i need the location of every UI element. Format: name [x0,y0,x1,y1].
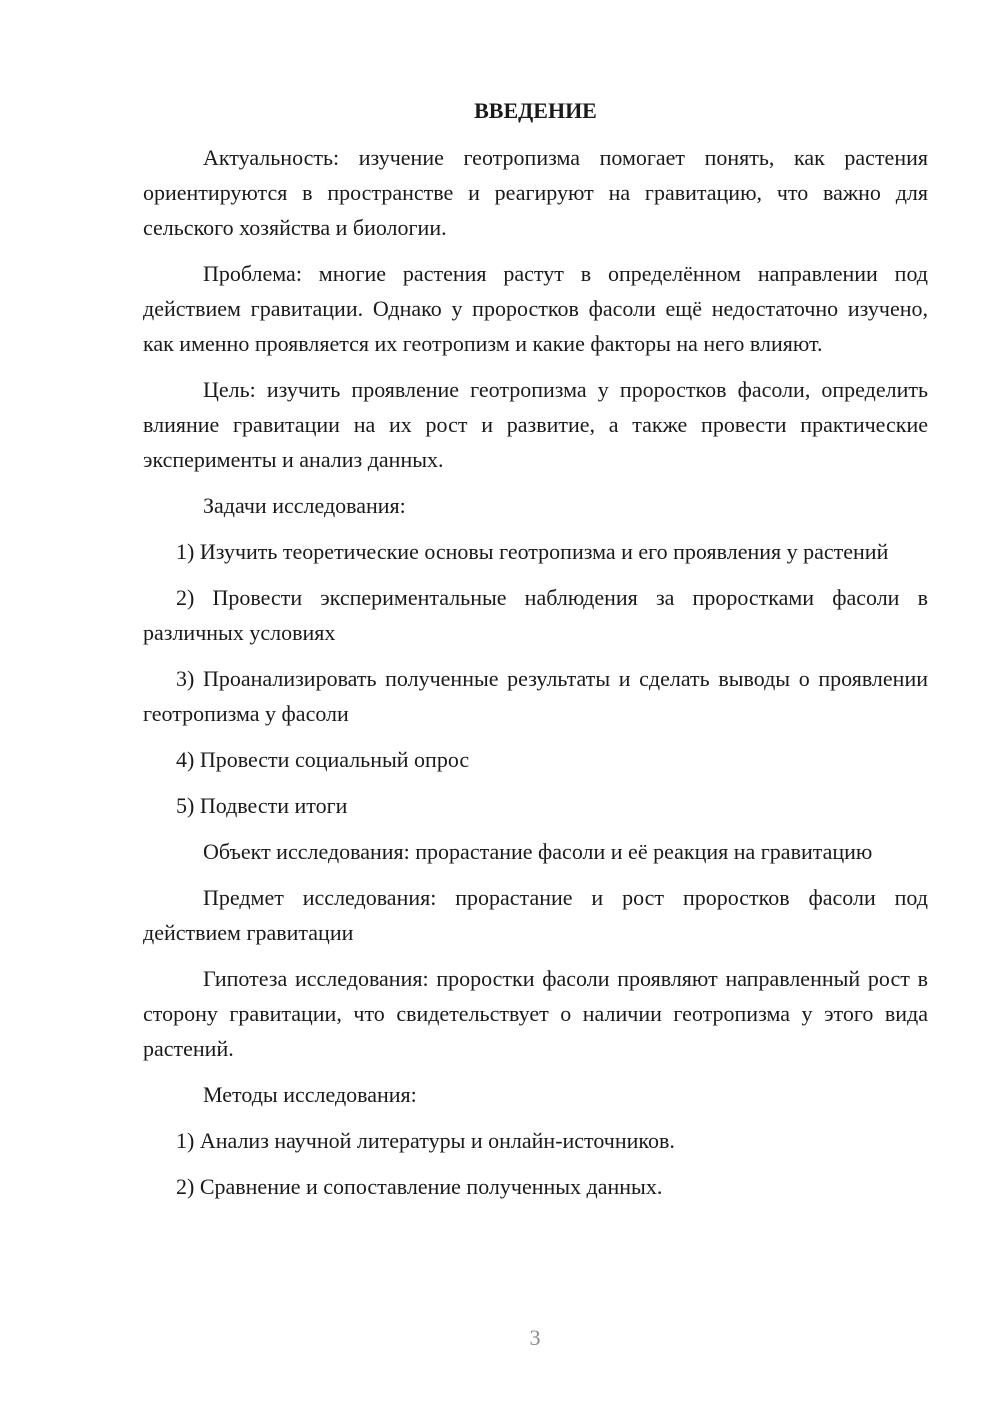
task-item: 4) Провести социальный опрос [176,747,470,772]
method-item: 2) Сравнение и сопоставление полученных данных. [176,1174,663,1199]
goal-paragraph: Цель: изучить проявление геотропизма у проростков фасоли, определить влияние гравитации на их рост и развитие, а также провести практические эксперименты и анализ данных. [143,377,928,472]
hypothesis-paragraph: Гипотеза исследования: проростки фасоли проявляют направленный рост в сторону гравитации, что свидетельствует о наличии геотропизма у этого вида растений. [143,966,928,1061]
subject-paragraph: Предмет исследования: прорастание и рост проростков фасоли под действием гравитации [143,885,928,945]
object-paragraph: Объект исследования: прорастание фасоли и её реакция на гравитацию [203,839,873,864]
task-item: 2) Провести экспериментальные наблюдения за проростками фасоли в различных условиях [143,585,928,645]
methods-title: Методы исследования: [203,1082,417,1107]
page-number: 3 [529,1325,541,1350]
task-item: 1) Изучить теоретические основы геотропизма и его проявления у растений [176,539,889,564]
task-item: 3) Проанализировать полученные результаты и сделать выводы о проявлении геотропизма у фасоли [143,666,928,726]
page-body [143,93,928,1215]
section-heading: ВВЕДЕНИЕ [474,98,597,123]
tasks-title: Задачи исследования: [203,493,406,518]
problem-paragraph: Проблема: многие растения растут в определённом направлении под действием гравитации. Однако у проростков фасоли ещё недостаточно изучено, как именно проявляется их геотропизм и какие факторы на него влияют. [143,261,928,356]
method-item: 1) Анализ научной литературы и онлайн-источников. [176,1128,675,1153]
task-item: 5) Подвести итоги [176,793,348,818]
relevance-paragraph: Актуальность: изучение геотропизма помогает понять, как растения ориентируются в пространстве и реагируют на гравитацию, что важно для сельского хозяйства и биологии. [143,145,928,240]
